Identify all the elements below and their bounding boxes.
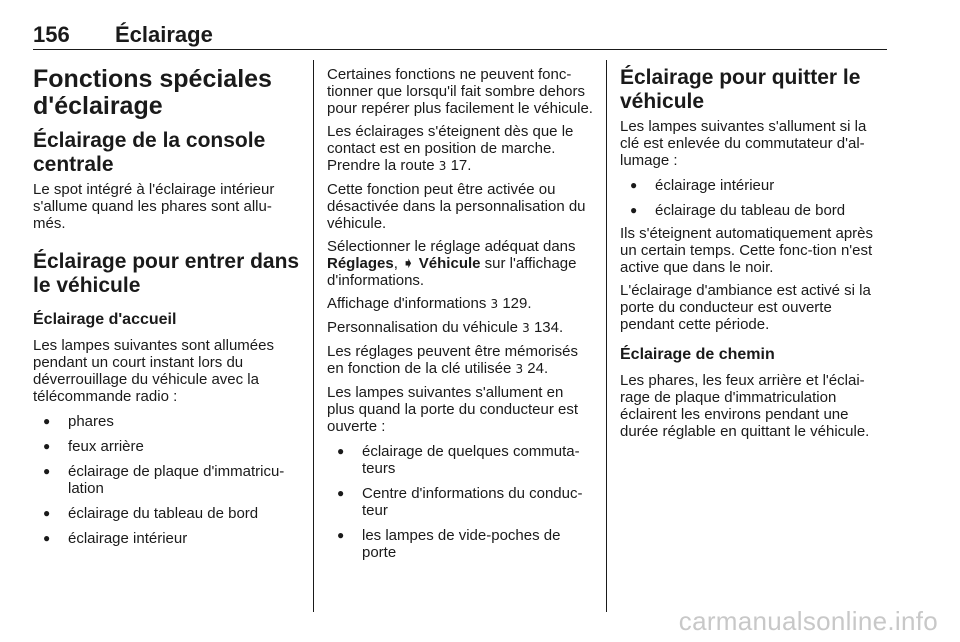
cross-reference-icon: 3 xyxy=(522,321,530,335)
column-middle xyxy=(327,66,593,620)
list-item: ● éclairage du tableau de bord xyxy=(620,202,888,219)
watermark: carmanualsonline.info xyxy=(678,606,938,636)
heading-exit-lighting: Éclairage pour quitter le véhicule xyxy=(620,66,861,113)
cross-reference-icon: 3 xyxy=(515,362,524,376)
page-number: 156 xyxy=(33,22,70,47)
list-item: ● les lampes de vide-poches de porte xyxy=(327,527,593,561)
column-right xyxy=(620,66,888,620)
paragraph xyxy=(327,319,593,337)
paragraph: Les lampes suivantes s'allument en plus quand la porte du conducteur est ouverte : xyxy=(327,384,579,435)
subheading-path-lighting: Éclairage de chemin xyxy=(620,346,775,363)
list-item: ● Centre d'informations du conduc-teur xyxy=(327,485,593,519)
paragraph-text: Personnalisation du véhicule xyxy=(327,319,518,336)
paragraph: Certaines fonctions ne peuvent fonc-tionner que lorsqu'il fait sombre dehors pour repérer plus facilement le véhicule. xyxy=(327,66,593,117)
paragraph-text: Affichage d'informations xyxy=(327,295,487,312)
cross-reference-icon: 3 xyxy=(438,159,447,173)
paragraph-text: sur l'affichage d'informations. xyxy=(327,255,577,289)
page-reference[interactable]: 24. xyxy=(527,360,549,377)
section-title: Éclairage xyxy=(115,22,213,47)
paragraph: Les lampes suivantes sont allumées pendant un court instant lors du déverrouillage du véhicule avec la télécommande radio : xyxy=(33,337,274,405)
paragraph-text: Les réglages peuvent être mémorisés en fonction de la clé utilisée xyxy=(327,343,578,377)
cross-reference-icon: 3 xyxy=(490,297,499,311)
subheading-welcome-lighting: Éclairage d'accueil xyxy=(33,311,177,328)
heading-console-lighting: Éclairage de la console centrale xyxy=(33,129,266,176)
list-item: ● phares xyxy=(33,413,301,430)
bullet-list xyxy=(33,413,301,547)
paragraph: Cette fonction peut être activée ou désactivée dans la personnalisation du véhicule. xyxy=(327,181,586,232)
paragraph xyxy=(327,123,593,175)
paragraph xyxy=(327,295,593,313)
list-item: ● éclairage de plaque d'immatricu-lation xyxy=(33,463,301,497)
bullet-list xyxy=(327,443,593,561)
menu-term-settings: Réglages xyxy=(327,255,394,272)
list-item: ● feux arrière xyxy=(33,438,301,455)
chapter-heading: Fonctions spéciales d'éclairage xyxy=(33,65,272,120)
list-item: ● éclairage intérieur xyxy=(620,177,888,194)
paragraph: Ils s'éteignent automatiquement après un certain temps. Cette fonc-tion n'est active que dans le noir. xyxy=(620,225,874,276)
heading-entry-lighting: Éclairage pour entrer dans le véhicule xyxy=(33,250,300,297)
page-reference[interactable]: 129. xyxy=(502,295,532,312)
list-item: ● éclairage du tableau de bord xyxy=(33,505,301,522)
paragraph xyxy=(327,343,593,378)
column-divider xyxy=(313,60,314,612)
paragraph: Le spot intégré à l'éclairage intérieur s'allume quand les phares sont allu-més. xyxy=(33,181,275,232)
page-reference[interactable]: 134. xyxy=(533,319,564,336)
column-left xyxy=(33,66,301,620)
paragraph: Les lampes suivantes s'allument si la clé est enlevée du commutateur d'al-lumage : xyxy=(620,118,867,169)
page-reference[interactable]: 17. xyxy=(450,157,472,174)
paragraph xyxy=(327,238,593,289)
page-header xyxy=(33,22,887,46)
paragraph-text: Sélectionner le réglage adéquat dans xyxy=(327,238,576,255)
header-rule xyxy=(33,49,887,50)
column-divider xyxy=(606,60,607,612)
paragraph: Les phares, les feux arrière et l'éclai-rage de plaque d'immatriculation éclairent les environs pendant une durée réglable en quittant le véhicule. xyxy=(620,372,870,440)
paragraph: L'éclairage d'ambiance est activé si la porte du conducteur est ouverte pendant cette période. xyxy=(620,282,871,333)
menu-arrow-icon: ➧ xyxy=(402,255,415,272)
separator: , xyxy=(393,255,398,272)
bullet-list xyxy=(620,177,888,219)
paragraph-text: Les éclairages s'éteignent dès que le contact est en position de marche. Prendre la route xyxy=(327,123,574,174)
menu-term-vehicle: Véhicule xyxy=(418,255,481,272)
list-item: ● éclairage intérieur xyxy=(33,530,301,547)
list-item: ● éclairage de quelques commuta-teurs xyxy=(327,443,593,477)
